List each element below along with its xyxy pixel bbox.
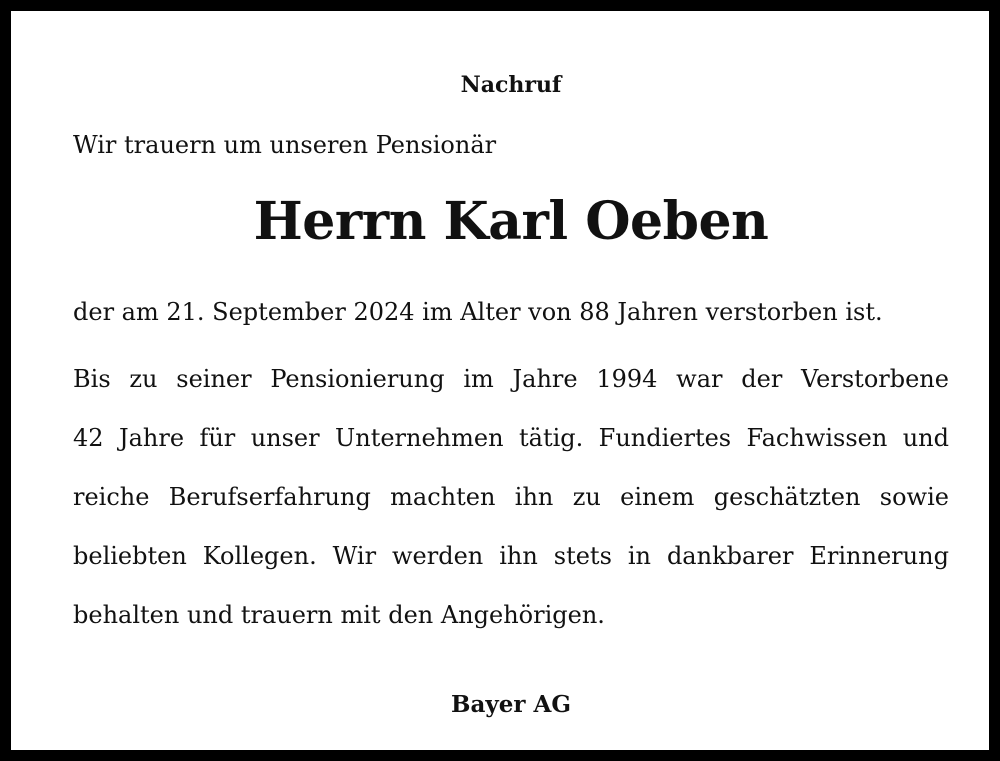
body-word: 42 [73,424,104,452]
body-last-line: behalten und trauern mit den Angehörigen. [73,601,605,629]
company-signature: Bayer AG [451,691,571,718]
body-word: Fundiertes [598,424,732,452]
body-word: Berufserfahrung [168,483,371,511]
body-word: geschätzten [713,483,861,511]
body-word: werden [392,542,484,570]
body-paragraph [73,361,949,656]
body-line [73,597,949,656]
body-word: für [199,424,236,452]
body-line [73,361,949,420]
body-word: tätig. [518,424,584,452]
body-word: zu [572,483,601,511]
body-word: und [902,424,949,452]
body-word: Wir [332,542,377,570]
intro-text: Wir trauern um unseren Pensionär [73,131,497,159]
death-date-text: der am 21. September 2024 im Alter von 88 Jahren verstorben ist. [73,298,883,326]
body-word: reiche [73,483,150,511]
body-word: Unternehmen [335,424,504,452]
body-word: ihn [499,542,538,570]
notice-heading: Nachruf [460,72,562,98]
body-word: beliebten [73,542,187,570]
body-line [73,538,949,597]
body-word: dankbarer [666,542,794,570]
body-word: machten [390,483,496,511]
body-word: Jahre [512,365,578,393]
body-word: Pensionierung [270,365,445,393]
body-word: Verstorbene [801,365,949,393]
body-word: ihn [514,483,554,511]
body-word: sowie [879,483,949,511]
body-word: Fachwissen [746,424,888,452]
deceased-name: Herrn Karl Oeben [253,191,769,252]
body-word: einem [620,483,695,511]
body-word: Jahre [118,424,185,452]
body-word: Bis [73,365,111,393]
body-word: der [741,365,783,393]
body-line [73,420,949,479]
body-word: stets [553,542,612,570]
body-word: im [463,365,494,393]
body-word: unser [250,424,320,452]
body-word: Kollegen. [202,542,317,570]
body-word: war [676,365,723,393]
body-word: 1994 [596,365,658,393]
body-word: in [627,542,651,570]
body-word: zu [129,365,158,393]
body-word: seiner [176,365,252,393]
body-word: Erinnerung [809,542,949,570]
body-line [73,479,949,538]
